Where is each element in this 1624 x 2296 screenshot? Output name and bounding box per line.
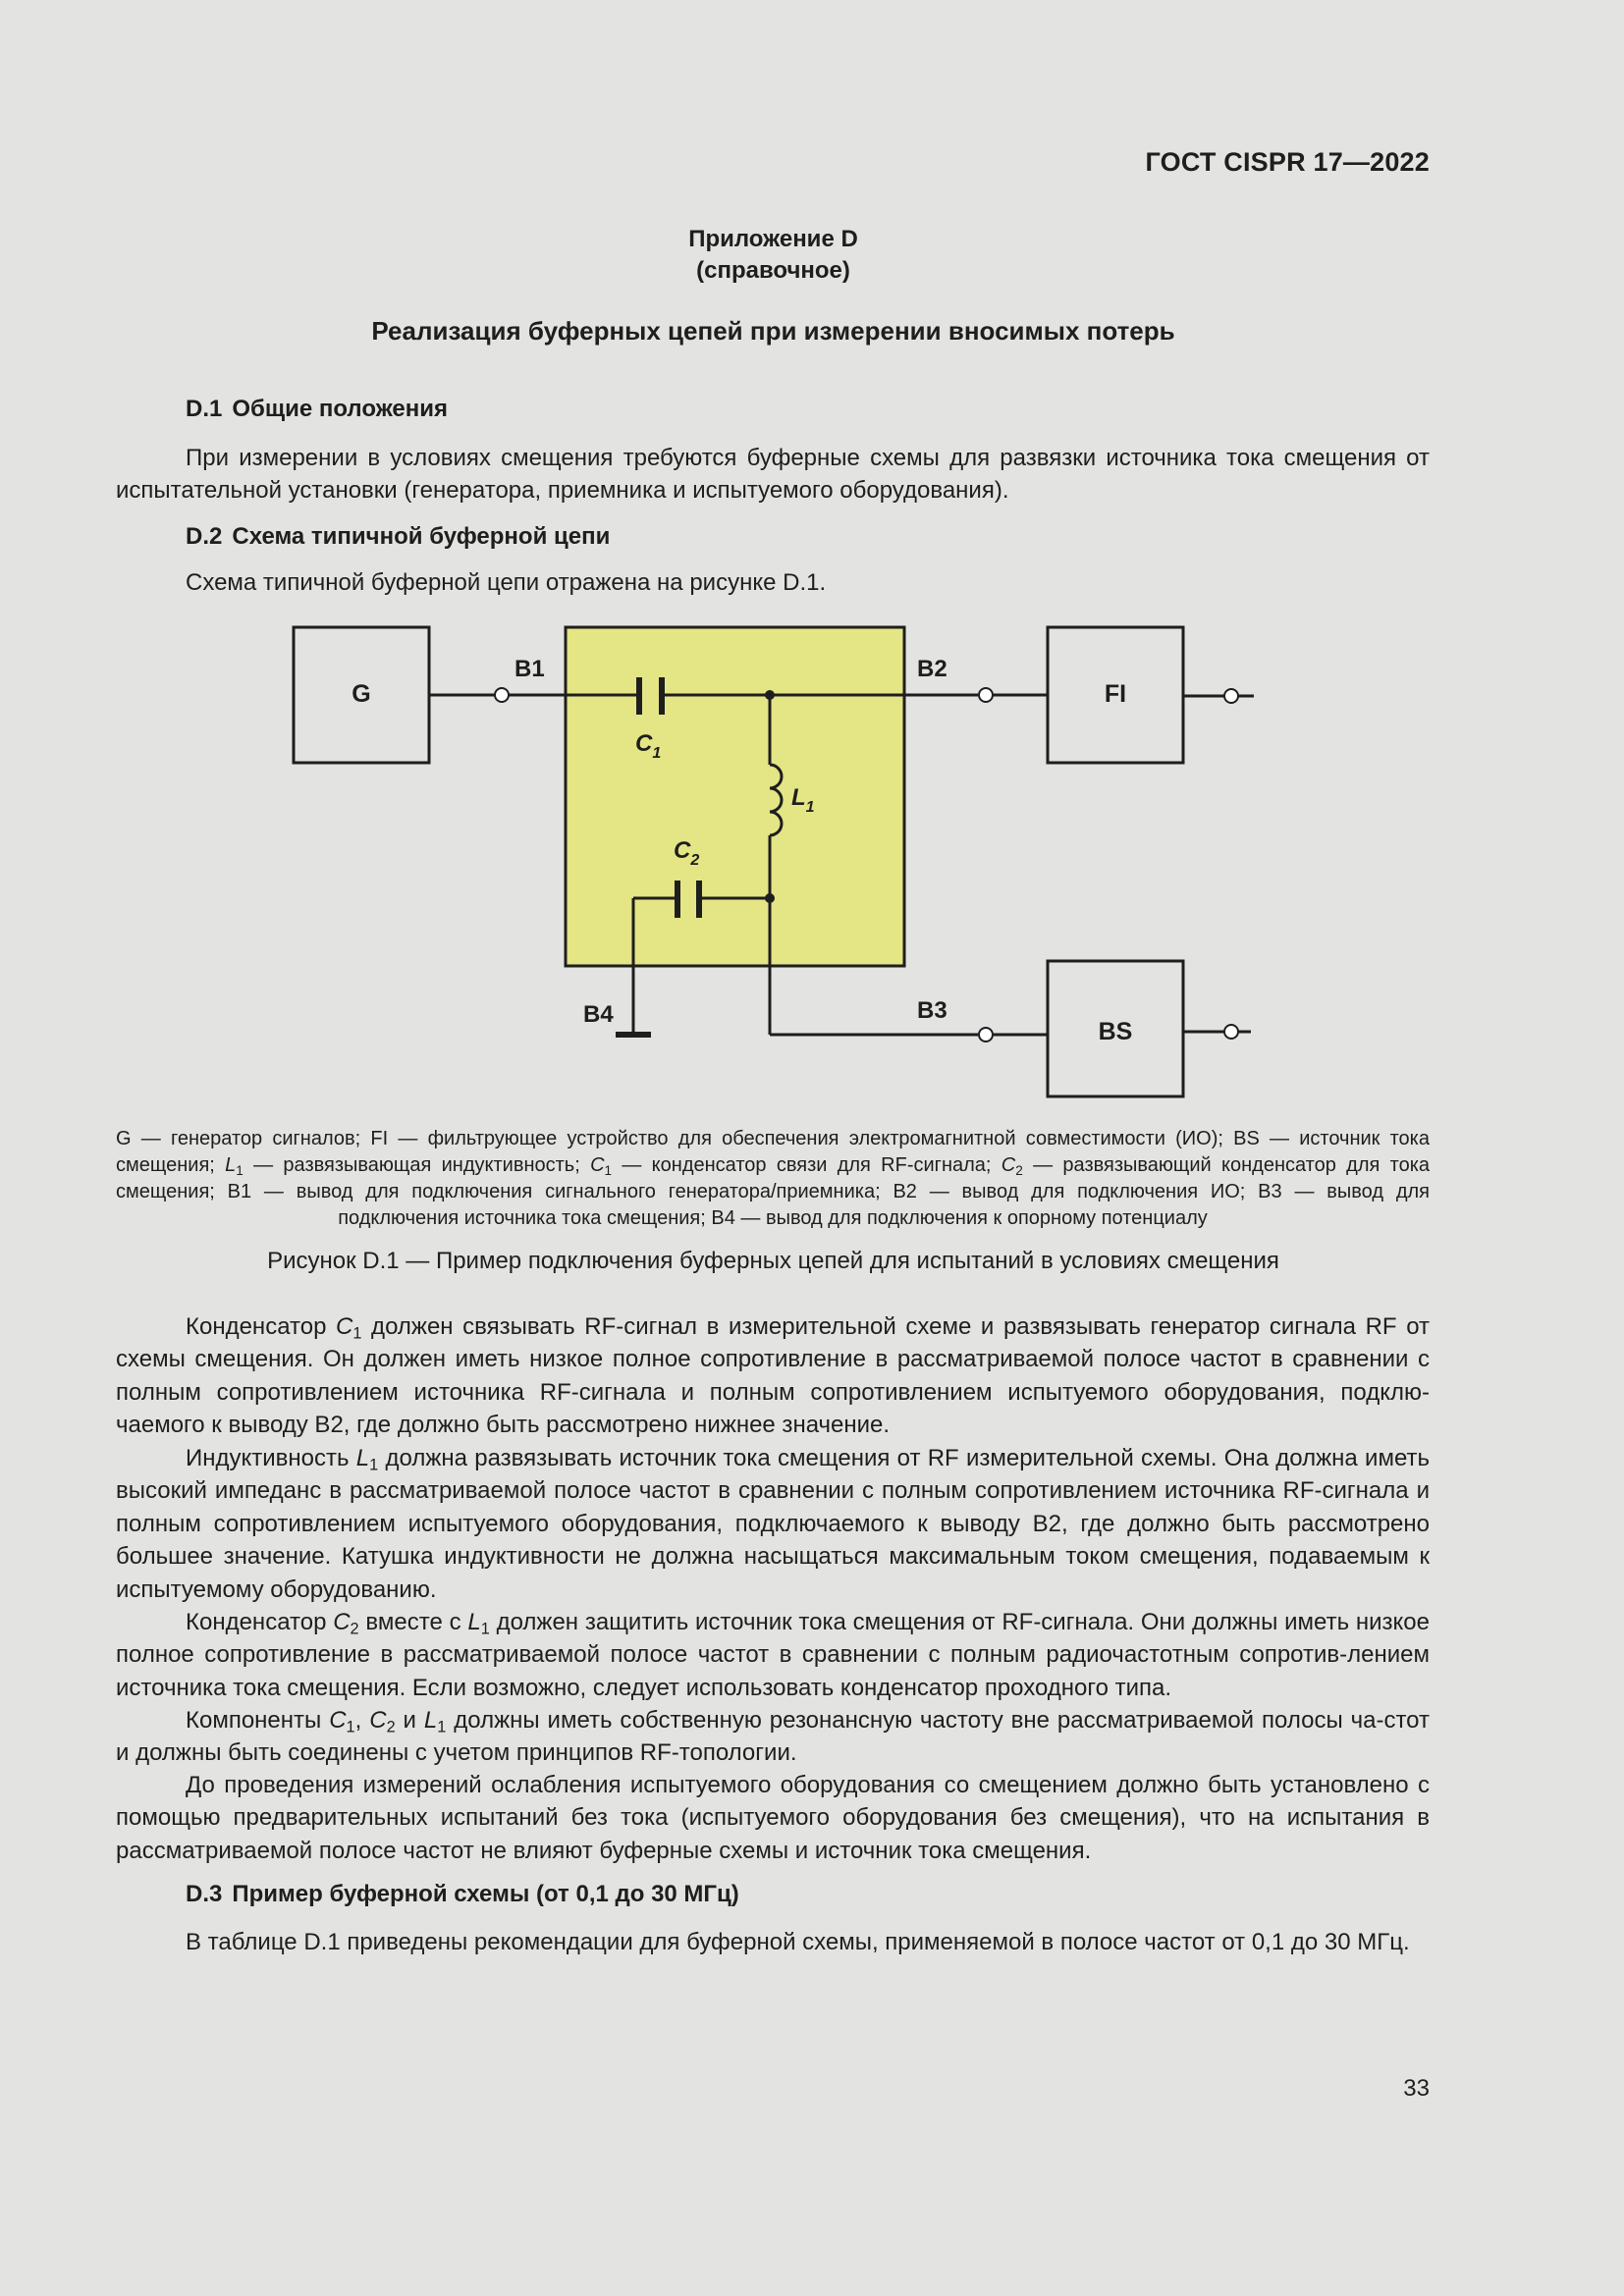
terminal-fi-out [1224, 689, 1238, 703]
section-heading-d3 [186, 1881, 739, 1908]
bias-source-label: BS [1098, 1018, 1133, 1045]
section-title: Пример буферной схемы (от 0,1 до 30 МГц) [232, 1881, 739, 1907]
junction-dot [765, 893, 775, 903]
junction-dot [765, 690, 775, 700]
terminal-b1 [495, 688, 509, 702]
pin-label-b3: B3 [917, 997, 947, 1024]
paragraph-d2: Схема типичной буферной цепи отражена на рисунке D.1. [186, 569, 827, 596]
component-label-c1: $C_1$ [635, 730, 662, 762]
pin-label-b1: B1 [514, 656, 545, 682]
page-title: Реализация буферных цепей при измерении вносимых потерь [371, 316, 1175, 346]
standard-code: ГОСТ CISPR 17—2022 [1145, 147, 1430, 177]
figure-caption: Рисунок D.1 — Пример подключения буферных цепей для испытаний в условиях смещения [267, 1248, 1279, 1274]
paragraph-c1: Конденсатор $C_1$ должен связывать RF-сигнал в измерительной схеме и развязывать генератор сигнала RF от схемы смещения. Он должен иметь низкое полное сопротивление в рассматриваемой полосе частот в сравнении с полным сопротивлением источника RF-сигнала и полным сопротивлением испытуемого оборудования, подклю-чаемого к выводу B2, где должно быть рассмотрено нижнее значение. [116, 1313, 1430, 1439]
appendix-title: Приложение D [688, 226, 858, 252]
section-number: D.2 [186, 523, 223, 550]
pin-label-b2: B2 [917, 656, 947, 682]
paragraph-c2: Конденсатор $C_2$ вместе с $L_1$ должен защитить источник тока смещения от RF-сигнала. Они должны иметь низкое полное сопротивление в рассматриваемой полосе частот в сравнении с полным радиочастотным сопротив-лением источника тока смещения. Если возможно, следует использовать конденсатор проходного типа. [116, 1609, 1430, 1701]
filter-label: FI [1104, 680, 1127, 708]
terminal-bs-out [1224, 1025, 1238, 1039]
paragraph-d1: При измерении в условиях смещения требуются буферные схемы для развязки источника тока смещения от испытательной установки (генератора, приемника и испытуемого оборудования). [116, 445, 1430, 505]
paragraph-preliminary: До проведения измерений ослабления испытуемого оборудования со смещением должно быть установлено с помощью предварительных испытаний без тока (испытуемого оборудования без смещения), что на испытания в рассматриваемой полосе частот не влияют буферные схемы и источник тока смещения. [116, 1772, 1430, 1864]
pin-label-b4: B4 [583, 1001, 614, 1028]
generator-label: G [352, 680, 371, 708]
page-number: 33 [1403, 2075, 1430, 2102]
paragraph-components: Компоненты $C_1$, $C_2$ и $L_1$ должны иметь собственную резонансную частоту вне рассматриваемой полосы ча-стот и должны быть соединены с учетом принципов RF-топологии. [116, 1707, 1430, 1767]
section-title: Общие положения [232, 396, 449, 422]
section-number: D.3 [186, 1881, 223, 1907]
figure-legend: G — генератор сигналов; FI — фильтрующее устройство для обеспечения электромагнитной совместимости (ИО); BS — источник тока смещения; $L_1$ — развязывающая индуктивность; $C_1$ — конденсатор связи для RF-сигнала; $C_2$ — развязывающий конденсатор для тока смещения; B1 — вывод для подключения сигнального генератора/приемника; B2 — вывод для подключения ИО; B3 — вывод для подключения источника тока смещения; B4 — вывод для подключения к опорному потенциалу [116, 1128, 1431, 1229]
paragraph-l1: Индуктивность $L_1$ должна развязывать источник тока смещения от RF измерительной схемы. Она должна иметь высокий импеданс в рассматриваемой полосе частот в сравнении с полным сопротивлением источника RF-сигнала и полным сопротивлением испытуемого оборудования, подключаемого к выводу B2, где должно быть рассмотрено большее значение. Катушка индуктивности не должна насыщаться максимальным током смещения, подаваемым к испытуемому оборудованию. [116, 1445, 1430, 1603]
section-title: Схема типичной буферной цепи [232, 523, 611, 550]
component-label-l1: $L_1$ [791, 784, 815, 816]
paragraph-d3: В таблице D.1 приведены рекомендации для буферной схемы, применяемой в полосе частот от 0,1 до 30 МГц. [186, 1929, 1410, 1955]
component-label-c2: $C_2$ [674, 837, 700, 869]
terminal-b2 [979, 688, 993, 702]
buffer-circuit-diagram [0, 0, 1624, 1119]
appendix-note: (справочное) [696, 257, 850, 284]
buffer-network-area [566, 627, 904, 966]
terminal-b3 [979, 1028, 993, 1041]
section-number: D.1 [186, 396, 223, 422]
